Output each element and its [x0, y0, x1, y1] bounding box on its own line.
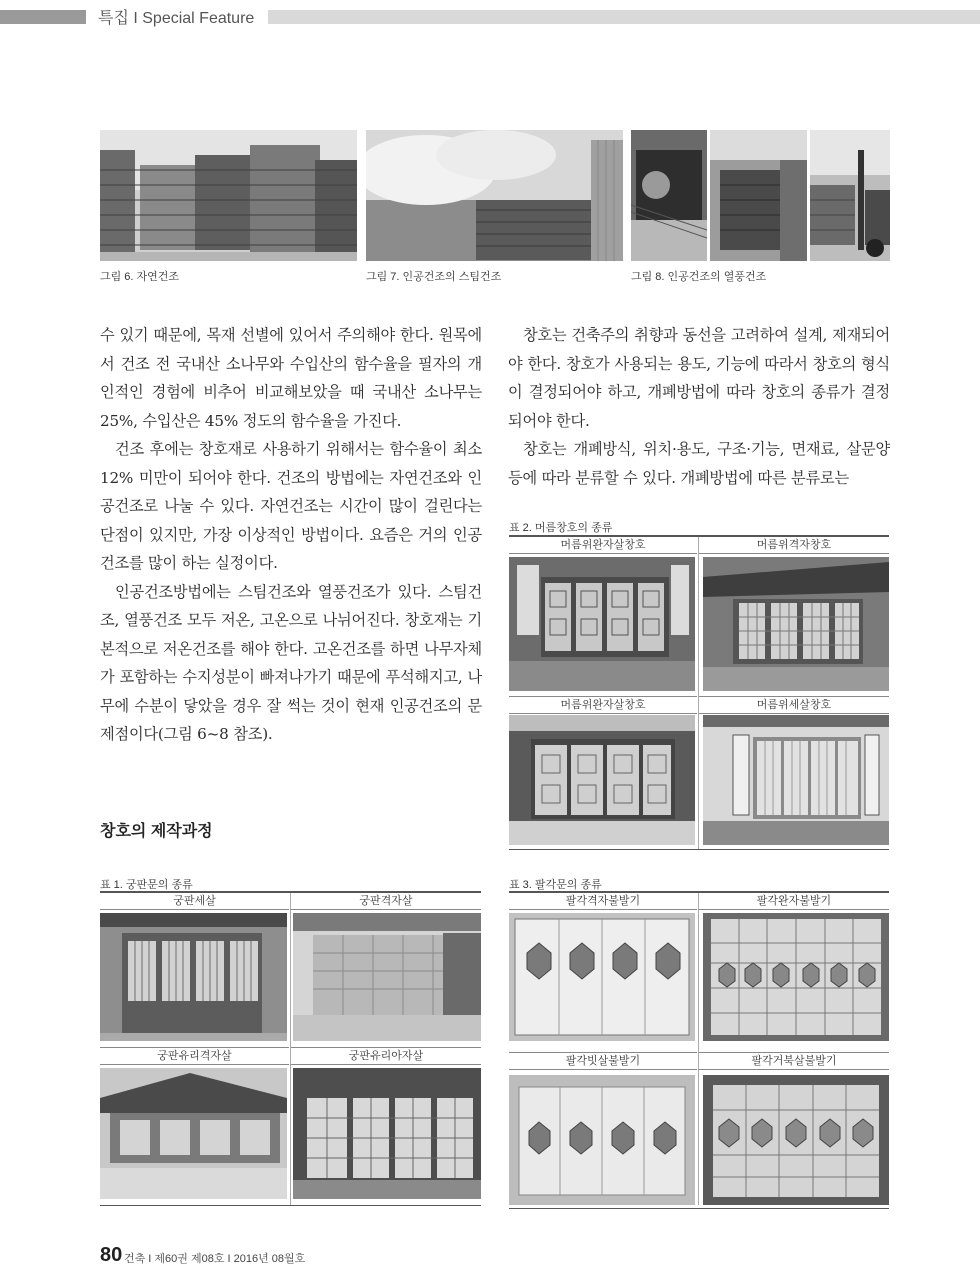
paragraph: 창호는 개폐방식, 위치·용도, 구조·기능, 면재료, 살문양 등에 따라 분류할 수 있다. 개폐방법에 따른 분류로는: [508, 440, 890, 487]
table-bottom-rule: [509, 849, 889, 850]
table-header-cell: 궁판유리아자살: [291, 1047, 481, 1065]
header-bar-left: [0, 10, 86, 24]
right-text-column: [508, 321, 890, 492]
publication-info: 건축 I 제60권 제08호 I 2016년 08월호: [124, 1253, 306, 1265]
table-caption: 표 2. 머름창호의 종류: [509, 522, 613, 534]
table-header-cell: 팔각완자불발기: [699, 893, 889, 910]
octagon-door-photo: [703, 1075, 889, 1205]
table-bottom-rule: [100, 1205, 481, 1206]
figure-hot-air-kiln-photo: [631, 130, 707, 261]
figure-forklift-photo: [810, 130, 890, 261]
door-photo: [293, 1068, 481, 1199]
table-header-cell: 궁판격자살: [291, 893, 481, 910]
table-divider: [698, 893, 699, 1205]
table-header-cell: 머름위세살창호: [699, 696, 889, 714]
window-photo: [703, 557, 889, 691]
table-header-cell: 궁판세살: [100, 893, 289, 910]
section-title: 창호의 제작과정: [100, 823, 213, 840]
figure-caption: 그림 7. 인공건조의 스팀건조: [366, 271, 502, 283]
left-text-column: [100, 321, 482, 749]
window-photo: [703, 715, 889, 845]
table-caption: 표 3. 팔각문의 종류: [509, 879, 602, 891]
octagon-door-photo: [509, 913, 695, 1041]
figure-steam-drying-photo: [366, 130, 623, 261]
paragraph: 수 있기 때문에, 목재 선별에 있어서 주의해야 한다. 원목에서 건조 전 국내산 소나무와 수입산의 함수율을 필자의 개인적인 경험에 비추어 비교해보았을 때 국내산 소나무는 25%, 수입산은 45% 정도의 함수율을 가진다.: [100, 326, 482, 430]
figure-caption: 그림 8. 인공건조의 열풍건조: [631, 271, 767, 283]
table-header-cell: 팔각격자불발기: [509, 893, 697, 910]
table-header-cell: 궁판유리격자살: [100, 1047, 289, 1065]
door-photo: [293, 913, 481, 1041]
figure-hot-air-stack-photo: [710, 130, 807, 261]
section-header: 특집 I Special Feature: [98, 10, 255, 27]
paragraph: 창호는 건축주의 취향과 동선을 고려하여 설계, 제재되어야 한다. 창호가 사용되는 용도, 기능에 따라서 창호의 형식이 결정되어야 하고, 개폐방법에 따라 창호의 종류가 결정되어야 한다.: [508, 326, 890, 430]
paragraph: 인공건조방법에는 스팀건조와 열풍건조가 있다. 스팀건조, 열풍건조 모두 저온, 고온으로 나뉘어진다. 창호재는 기본적으로 저온건조를 해야 한다. 고온건조를 하면 나무자체가 포함하는 수지성분이 빠져나가기 때문에 푸석해지고, 나무에 수분이 닿았을 경우 잘 썩는 것이 현재 인공건조의 문제점이다(그림 6~8 참조).: [100, 582, 482, 743]
page-number: 80: [100, 1244, 123, 1266]
table-header-cell: 머름위완자살창호: [509, 537, 697, 554]
octagon-door-photo: [509, 1075, 695, 1205]
door-photo: [100, 913, 287, 1041]
header-bar-right: [268, 10, 980, 24]
paragraph: 건조 후에는 창호재로 사용하기 위해서는 함수율이 최소 12% 미만이 되어야 한다. 건조의 방법에는 자연건조와 인공건조로 나눌 수 있다. 자연건조는 시간이 많이 걸린다는 단점이 있지만, 가장 이상적인 방법이다. 요즘은 거의 인공건조를 많이 하는 실정이다.: [100, 440, 482, 572]
table-bottom-rule: [509, 1208, 889, 1209]
table-caption: 표 1. 궁판문의 종류: [100, 879, 193, 891]
table-header-cell: 머름위격자창호: [699, 537, 889, 554]
table-header-cell: 팔각빗살불발기: [509, 1052, 697, 1070]
window-photo: [509, 557, 695, 691]
table-divider: [698, 537, 699, 849]
door-photo: [100, 1068, 287, 1199]
table-header-cell: 머름위완자살창호: [509, 696, 697, 714]
octagon-door-photo: [703, 913, 889, 1041]
figure-caption: 그림 6. 자연건조: [100, 271, 180, 283]
window-photo: [509, 715, 695, 845]
figure-natural-drying-photo: [100, 130, 357, 261]
table-header-cell: 팔각거북살불발기: [699, 1052, 889, 1070]
